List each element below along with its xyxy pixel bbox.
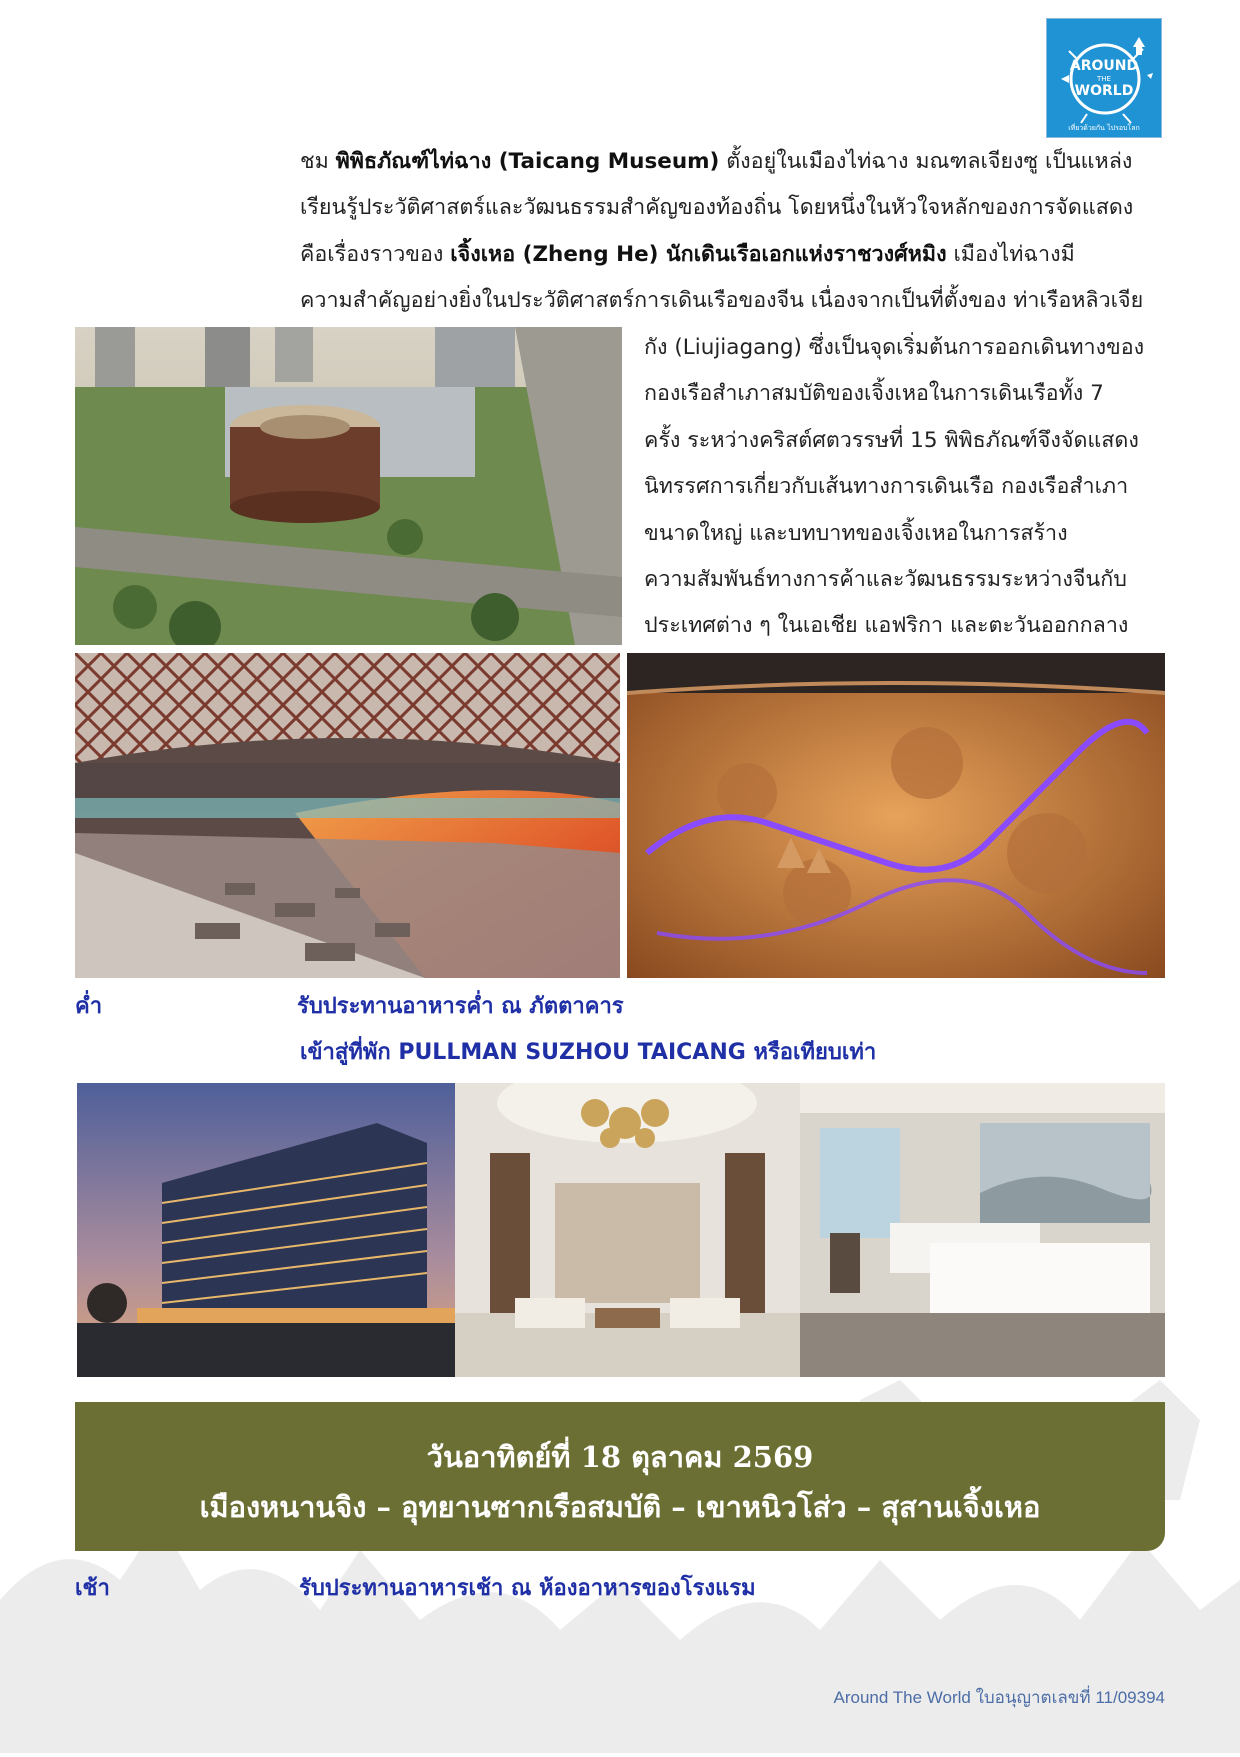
day-date: วันอาทิตย์ที่ 18 ตุลาคม 2569 [426, 1440, 814, 1474]
intro-line-6: กองเรือสำเภาสมบัติของเจิ้งเหอในการเดินเรือทั้ง 7 [644, 381, 1104, 407]
hotel-exterior-photo [77, 1083, 455, 1377]
intro-line-1 [300, 139, 1150, 185]
hotel-lobby-photo [455, 1083, 800, 1377]
intro-line-10: ความสัมพันธ์ทางการค้าและวัฒนธรรมระหว่างจีนกับ [644, 567, 1127, 593]
zheng-he-name: เจิ้งเหอ (Zheng He) นักเดินเรือเอกแห่งราชวงศ์หมิง [450, 241, 947, 267]
company-logo [1046, 18, 1162, 138]
museum-interior-photo [75, 653, 620, 978]
intro-line-11: ประเทศต่าง ๆ ในเอเชีย แอฟริกา และตะวันออกกลาง [644, 613, 1129, 639]
evening-hotel-line: เข้าสู่ที่พัก PULLMAN SUZHOU TAICANG หรือเทียบเท่า [300, 1040, 877, 1065]
morning-breakfast-line: รับประทานอาหารเช้า ณ ห้องอาหารของโรงแรม [299, 1576, 756, 1601]
intro-line-9: ขนาดใหญ่ และบทบาทของเจิ้งเหอในการสร้าง [644, 520, 1068, 546]
evening-dinner-line: รับประทานอาหารค่ำ ณ ภัตตาคาร [297, 994, 624, 1019]
evening-label: ค่ำ [75, 994, 103, 1019]
hotel-room-photo [800, 1083, 1165, 1377]
morning-label: เช้า [75, 1576, 110, 1601]
logo-tagline: เที่ยวด้วยกัน ไปรอบโลก [1068, 124, 1140, 132]
day-banner [75, 1402, 1165, 1551]
carved-map-wall-photo [627, 653, 1165, 978]
intro-text: เมืองไท่ฉางมี [946, 241, 1075, 267]
intro-text: คือเรื่องราวของ [300, 241, 451, 267]
intro-text: ชม [300, 149, 336, 174]
intro-line-7: ครั้ง ระหว่างคริสต์ศตวรรษที่ 15 พิพิธภัณฑ์จึงจัดแสดง [644, 427, 1139, 453]
intro-line-4: ความสำคัญอย่างยิ่งในประวัติศาสตร์การเดินเรือของจีน เนื่องจากเป็นที่ตั้งของ ท่าเรือหลิวเจีย [300, 288, 1144, 314]
intro-paragraph [300, 139, 1150, 325]
intro-line-3 [300, 232, 1150, 278]
logo-text-the: THE [1097, 75, 1111, 83]
intro-line-2: เรียนรู้ประวัติศาสตร์และวัฒนธรรมสำคัญของท้องถิ่น โดยหนึ่งในหัวใจหลักของการจัดแสดง [300, 195, 1134, 221]
intro-text: ตั้งอยู่ในเมืองไท่ฉาง มณฑลเจียงซู เป็นแหล่ง [719, 149, 1133, 174]
logo-text-world: WORLD [1074, 83, 1134, 99]
museum-aerial-photo [75, 327, 622, 645]
footer-license: Around The World ใบอนุญาตเลขที่ 11/09394 [833, 1688, 1165, 1707]
logo-text-around: AROUND [1069, 58, 1139, 74]
day-route: เมืองหนานจิง – อุทยานซากเรือสมบัติ – เขาหนิวโส่ว – สุสานเจิ้งเหอ [199, 1490, 1041, 1524]
museum-name: พิพิธภัณฑ์ไท่ฉาง (Taicang Museum) [335, 149, 720, 174]
intro-paragraph-continued [644, 325, 1150, 650]
intro-line-8: นิทรรศการเกี่ยวกับเส้นทางการเดินเรือ กองเรือสำเภา [644, 474, 1129, 500]
intro-line-5: กัง (Liujiagang) ซึ่งเป็นจุดเริ่มต้นการออกเดินทางของ [644, 335, 1145, 360]
